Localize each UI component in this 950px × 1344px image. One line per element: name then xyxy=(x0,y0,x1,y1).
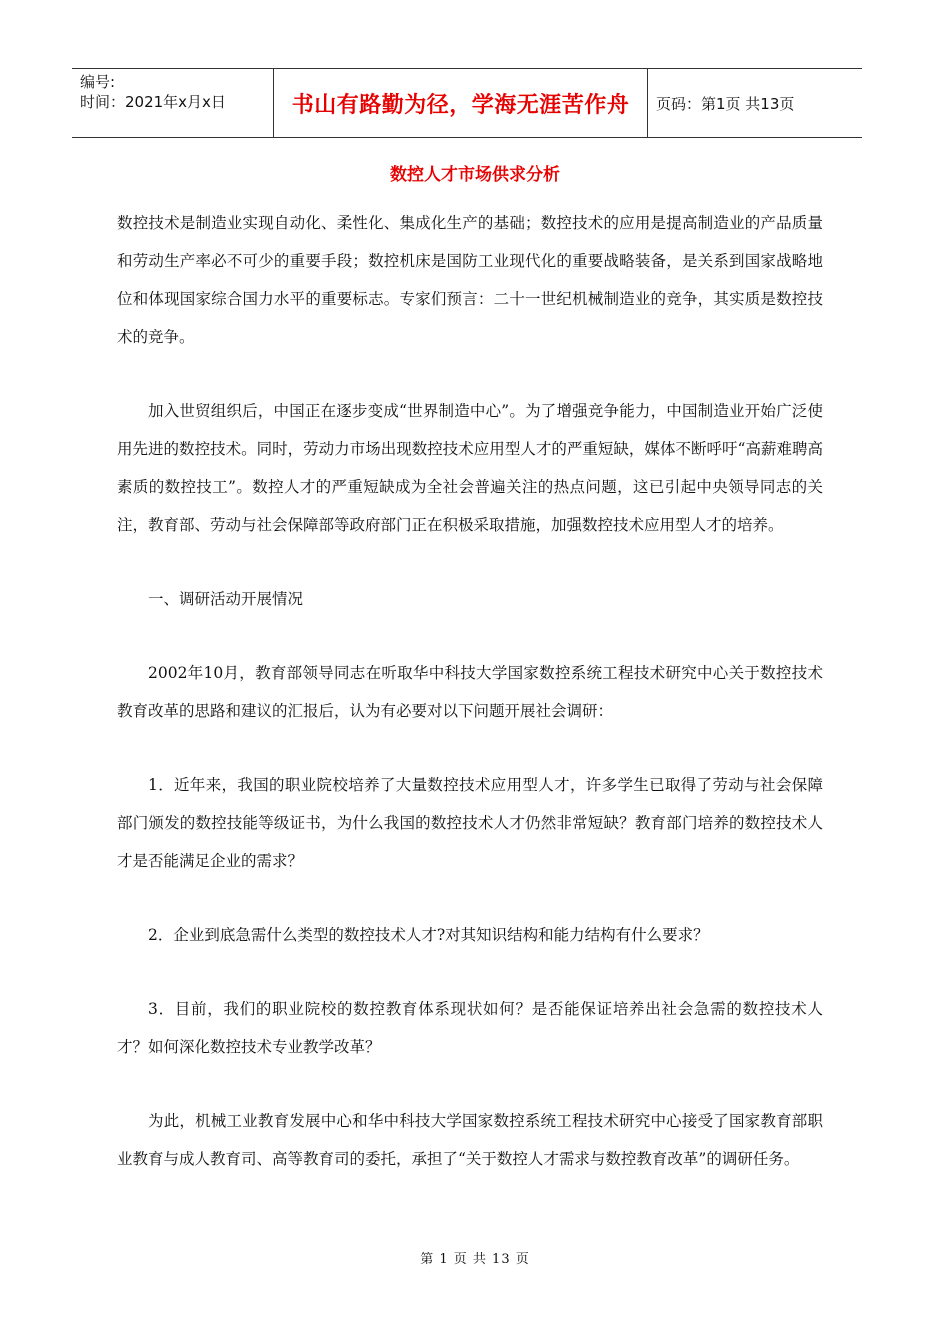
page-footer: 第 1 页 共 13 页 xyxy=(420,1252,530,1267)
motto-text: 书山有路勤为径，学海无涯苦作舟 xyxy=(291,92,630,118)
paragraph-intro: 数控技术是制造业实现自动化、柔性化、集成化生产的基础；数控技术的应用是提高制造业的产品质量和劳动生产率必不可少的重要手段；数控机床是国防工业现代化的重要战略装备，是关系到国家战略地位和体现国家综合国力水平的重要标志。专家们预言：二十一世纪机械制造业的竞争，其实质是数控技术的竞争。 xyxy=(117,214,823,346)
paragraph-conclusion: 为此，机械工业教育发展中心和华中科技大学国家数控系统工程技术研究中心接受了国家教育部职业教育与成人教育司、高等教育司的委托，承担了“关于数控人才需求与数控教育改革”的调研任务。 xyxy=(117,1112,823,1168)
question-2: 2．企业到底急需什么类型的数控技术人才?对其知识结构和能力结构有什么要求？ xyxy=(148,926,709,944)
header-motto-cell xyxy=(274,69,648,137)
document-title: 数控人才市场供求分析 xyxy=(390,165,560,185)
paragraph-2002: 2002年10月，教育部领导同志在听取华中科技大学国家数控系统工程技术研究中心关于数控技术教育改革的思路和建议的汇报后，认为有必要对以下问题开展社会调研： xyxy=(117,664,823,720)
header-table xyxy=(72,68,862,138)
question-3: 3．目前，我们的职业院校的数控教育体系现状如何？是否能保证培养出社会急需的数控技术人才？如何深化数控技术专业教学改革？ xyxy=(117,1000,823,1056)
number-label: 编号: xyxy=(80,73,116,91)
time-label: 时间：2021年x月x日 xyxy=(80,93,226,111)
question-1: 1．近年来，我国的职业院校培养了大量数控技术应用型人才，许多学生已取得了劳动与社会保障部门颁发的数控技能等级证书，为什么我国的数控技术人才仍然非常短缺？教育部门培养的数控技术人才是否能满足企业的需求？ xyxy=(117,776,823,870)
header-meta-cell xyxy=(72,69,274,137)
page-info: 页码：第1页 共13页 xyxy=(656,94,795,113)
document-body xyxy=(117,204,823,1214)
header-page-cell xyxy=(648,69,862,137)
section-heading: 一、调研活动开展情况 xyxy=(148,590,304,608)
paragraph-wto: 加入世贸组织后，中国正在逐步变成“世界制造中心”。为了增强竞争能力，中国制造业开始广泛使用先进的数控技术。同时，劳动力市场出现数控技术应用型人才的严重短缺，媒体不断呼吁“高薪难聘高素质的数控技工”。数控人才的严重短缺成为全社会普遍关注的热点问题，这已引起中央领导同志的关注，教育部、劳动与社会保障部等政府部门正在积极采取措施，加强数控技术应用型人才的培养。 xyxy=(117,402,823,534)
